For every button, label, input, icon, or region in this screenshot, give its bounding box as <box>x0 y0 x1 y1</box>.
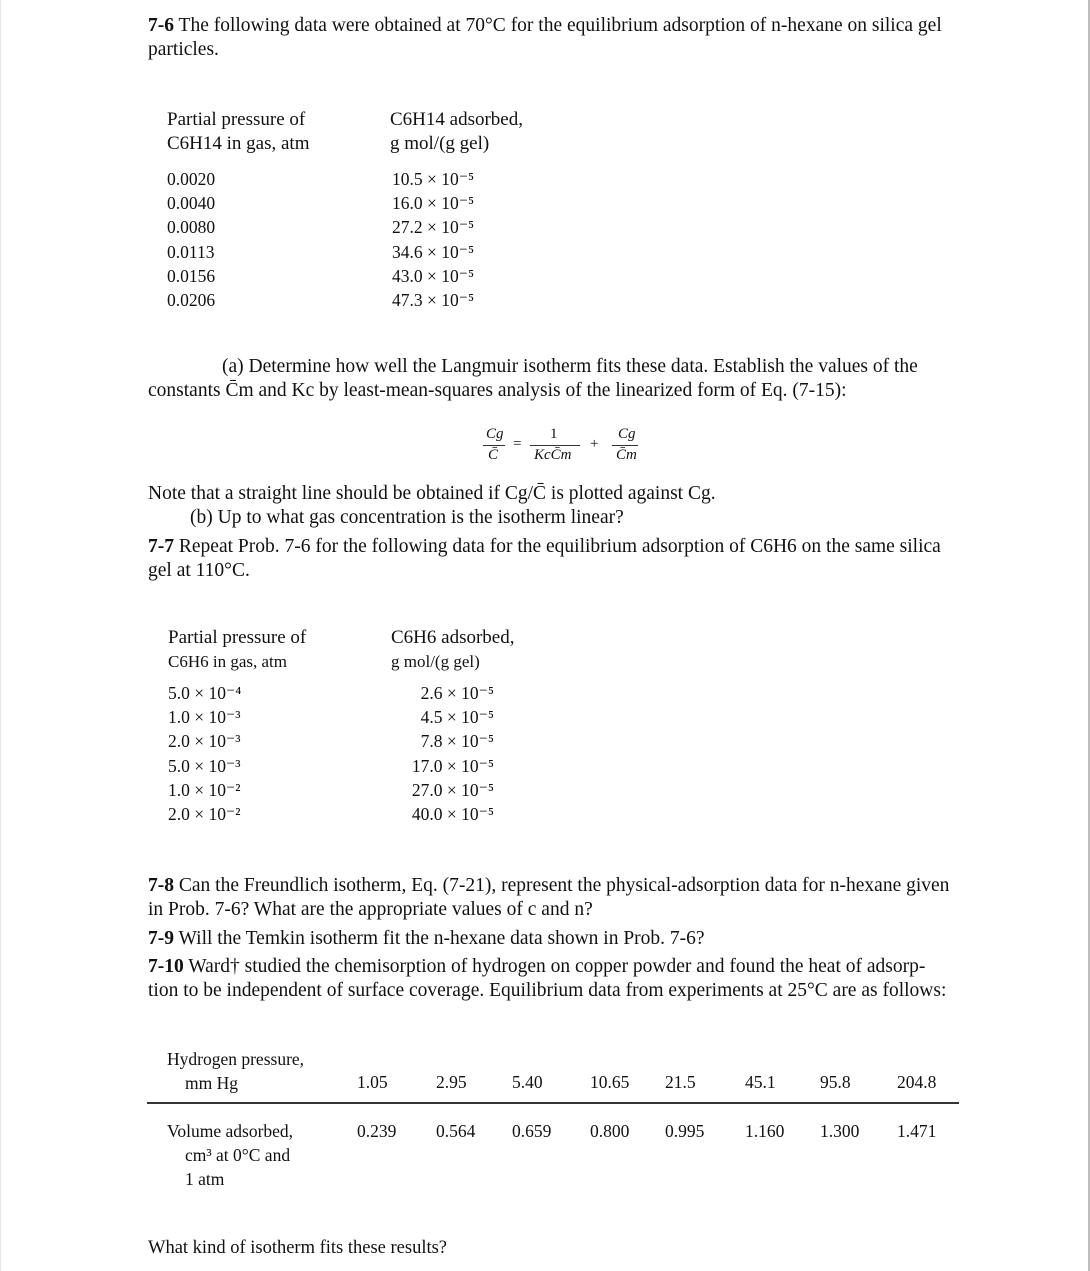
col-header-pressure: Partial pressure of C6H6 in gas, atm <box>168 627 307 671</box>
table-cell: 1.300 <box>820 1121 860 1141</box>
table-cell: 0.0113 <box>167 241 215 262</box>
table-cell: 1.471 <box>897 1121 937 1141</box>
problem-text-cont: gel at 110°C. <box>148 560 250 581</box>
table-cell: 27.2 × 10⁻⁵ <box>392 217 475 238</box>
problem-number: 7-7 <box>148 536 174 557</box>
table-cell: 34.6 × 10⁻⁵ <box>392 241 475 262</box>
table-cell: 40.0 × 10⁻⁵ <box>411 804 494 825</box>
part-a <box>148 355 978 403</box>
eq-equals: = <box>513 436 522 452</box>
eq-fraction-bar <box>612 445 638 446</box>
eq-term1-denominator: KcC̄m <box>534 447 572 463</box>
problem-7-9 <box>148 927 978 951</box>
problem-7-7 <box>148 535 978 583</box>
table-cell: 0.239 <box>357 1121 397 1141</box>
problem-number: 7-9 <box>148 928 174 949</box>
problem-number: 7-8 <box>148 875 174 896</box>
table-cell: 7.8 × 10⁻⁵ <box>420 731 494 752</box>
table-cell: 2.0 × 10⁻³ <box>168 731 241 752</box>
page-edge-left <box>0 0 1 1271</box>
table-cell: 21.5 <box>665 1072 696 1092</box>
col-header-adsorbed: C6H6 adsorbed, g mol/(g gel) <box>391 627 515 671</box>
table-cell: 10.5 × 10⁻⁵ <box>392 169 475 189</box>
table-cell: 5.0 × 10⁻³ <box>168 755 241 776</box>
table-cell: 0.0080 <box>167 217 216 238</box>
table-cell: 0.564 <box>436 1121 476 1141</box>
row-label-pressure: Hydrogen pressure, mm Hg <box>167 1049 305 1093</box>
table-cell: 1.0 × 10⁻³ <box>168 707 241 728</box>
col-header-adsorbed: C6H14 adsorbed, g mol/(g gel) <box>390 109 523 154</box>
problem-text-cont: in Prob. 7-6? What are the appropriate values of c and n? <box>148 899 593 920</box>
eq-fraction-bar <box>483 445 505 446</box>
table-cell: 2.6 × 10⁻⁵ <box>420 683 494 703</box>
note: Note that a straight line should be obtained if Cg/C̄ is plotted against Cg. <box>148 483 716 504</box>
table-cell: 10.65 <box>590 1072 630 1092</box>
problem-text: Ward† studied the chemisorption of hydrogen on copper powder and found the heat of adsorp- <box>188 956 926 977</box>
eq-term2-numerator: Cg <box>618 426 636 442</box>
problem-text: Will the Temkin isotherm fit the n-hexane data shown in Prob. 7-6? <box>178 928 705 949</box>
col-header-pressure: Partial pressure of C6H14 in gas, atm <box>167 109 310 154</box>
eq-fraction-bar <box>530 445 580 446</box>
eq-plus: + <box>590 436 599 452</box>
table-cell: 1.0 × 10⁻² <box>168 779 241 800</box>
table-cell: 0.995 <box>665 1121 705 1141</box>
table-cell: 0.0206 <box>167 290 216 311</box>
table-cell: 27.0 × 10⁻⁵ <box>411 779 494 800</box>
part-b: (b) Up to what gas concentration is the isotherm linear? <box>190 507 624 528</box>
problem-7-8 <box>148 874 978 922</box>
table-cell: 17.0 × 10⁻⁵ <box>411 755 494 776</box>
question-text: What kind of isotherm fits these results? <box>148 1238 448 1258</box>
part-a-line2: constants C̄m and Kc by least-mean-squares analysis of the linearized form of Eq. (7-15): <box>148 380 847 401</box>
problem-text-cont: particles. <box>148 39 219 60</box>
pressure-column <box>168 681 241 826</box>
note-and-part-b <box>148 482 978 530</box>
langmuir-equation <box>480 426 640 476</box>
problem-number: 7-10 <box>148 956 184 977</box>
table-cell: 5.0 × 10⁻⁴ <box>168 683 242 703</box>
table-cell: 1.160 <box>745 1121 785 1141</box>
problem-text-cont: tion to be independent of surface coverage. Equilibrium data from experiments at 25°C are as follows: <box>148 980 947 1001</box>
problem-text: The following data were obtained at 70°C for the equilibrium adsorption of n-hexane on silica gel <box>178 15 942 36</box>
problem-text: Repeat Prob. 7-6 for the following data for the equilibrium adsorption of C6H6 on the same silica <box>178 536 941 557</box>
table-cell: 2.95 <box>436 1072 467 1092</box>
table-cell: 1.05 <box>357 1072 388 1092</box>
adsorbed-column <box>392 167 474 312</box>
row-label-volume: Volume adsorbed, cm³ at 0°C and 1 atm <box>167 1121 294 1189</box>
table-cell: 47.3 × 10⁻⁵ <box>392 290 475 311</box>
table-rule <box>147 1102 959 1104</box>
table-cell: 0.0156 <box>167 265 216 286</box>
table-cell: 5.40 <box>512 1072 543 1092</box>
eq-lhs-denominator: C̄ <box>488 447 499 463</box>
adsorbed-column <box>390 681 494 826</box>
table-cell: 4.5 × 10⁻⁵ <box>420 707 494 728</box>
table-cell: 95.8 <box>820 1072 851 1092</box>
problem-text: Can the Freundlich isotherm, Eq. (7-21), represent the physical-adsorption data for n-hexane given <box>178 875 950 896</box>
table-cell: 0.0020 <box>167 169 216 189</box>
table-cell: 16.0 × 10⁻⁵ <box>392 193 475 214</box>
part-a-line1: (a) Determine how well the Langmuir isotherm fits these data. Establish the values of the <box>222 356 918 377</box>
table-cell: 2.0 × 10⁻² <box>168 804 241 825</box>
eq-lhs-numerator: Cg <box>486 426 504 442</box>
eq-term1-numerator: 1 <box>550 426 558 442</box>
closing-question <box>148 1236 447 1260</box>
table-cell: 45.1 <box>745 1072 776 1092</box>
table-cell: 0.800 <box>590 1121 630 1141</box>
problem-number: 7-6 <box>148 15 174 36</box>
table-cell: 0.659 <box>512 1121 552 1141</box>
problem-7-10 <box>148 955 978 1003</box>
table-cell: 0.0040 <box>167 193 216 214</box>
pressure-column <box>167 167 215 312</box>
eq-term2-denominator: C̄m <box>616 447 637 463</box>
table-cell: 204.8 <box>897 1072 937 1092</box>
problem-7-6-intro <box>148 14 978 62</box>
table-cell: 43.0 × 10⁻⁵ <box>392 265 475 286</box>
